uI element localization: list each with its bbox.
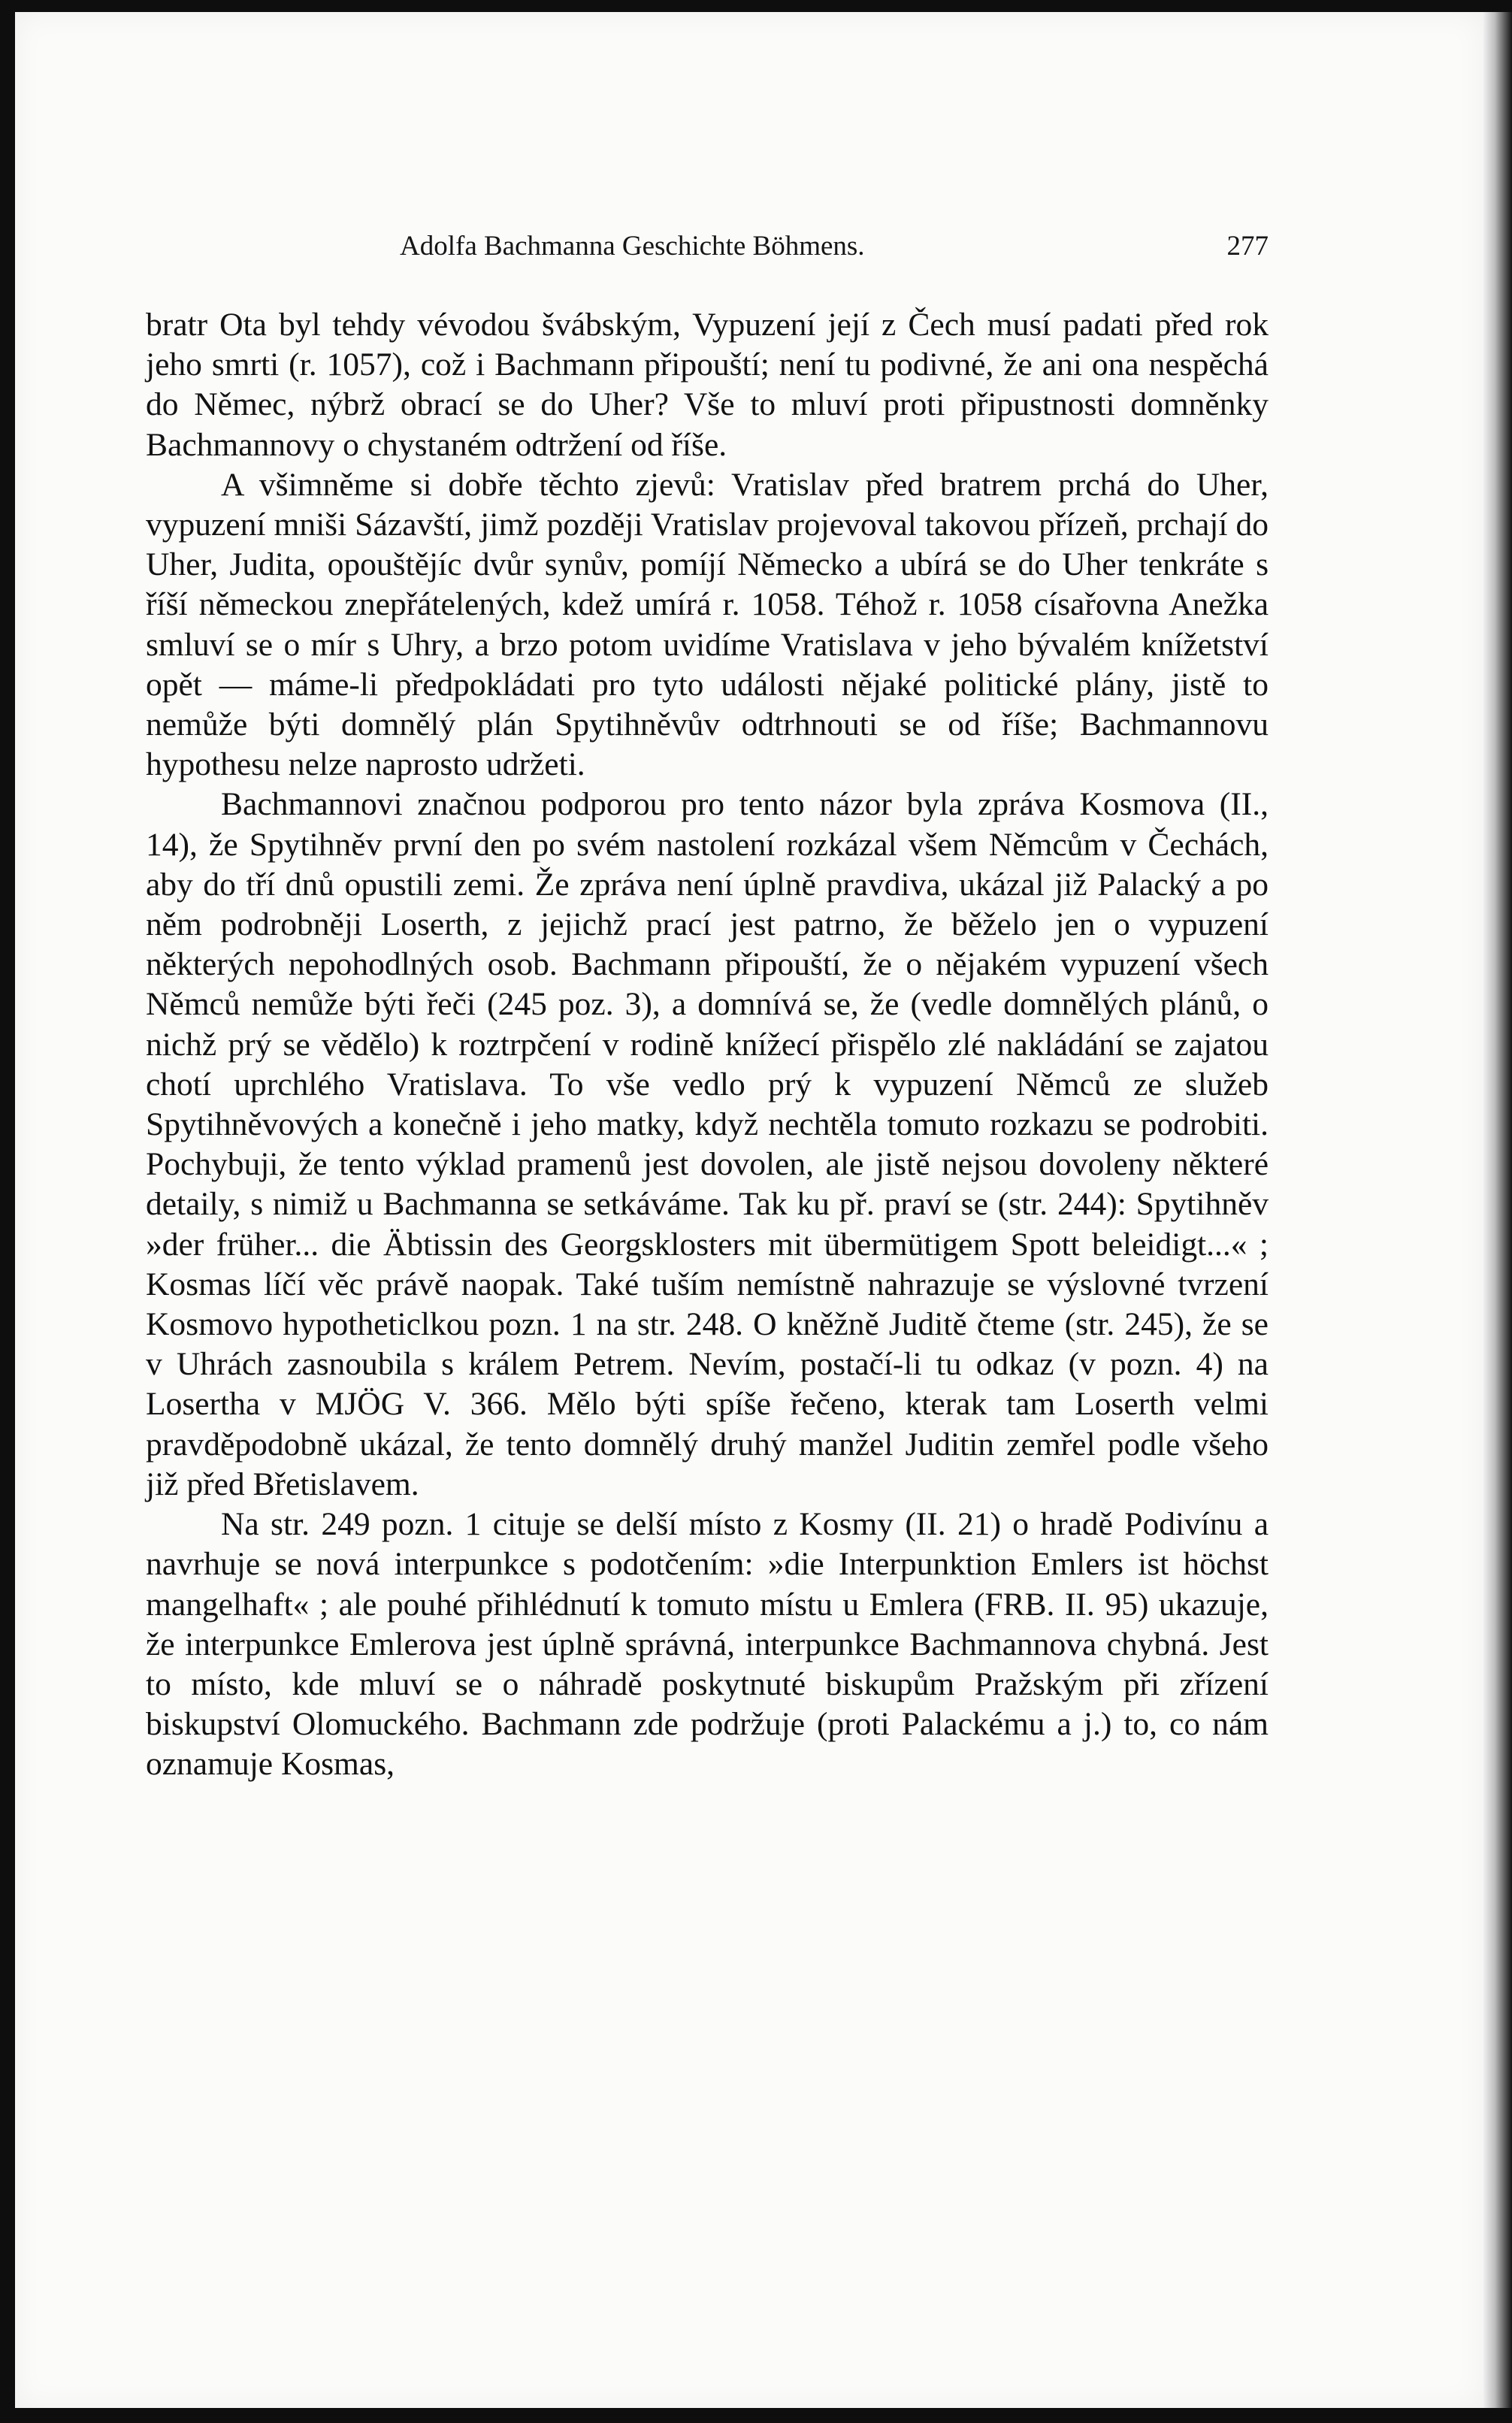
paragraph-1: bratr Ota byl tehdy vévodou švábským, Vypuzení její z Čech musí padati před rok jeho smrti (r. 1057), což i Bachmann připouští; není tu podivné, že ani ona nespěchá do Němec, nýbrž obrací se do Uher? Vše to mluví proti připustnosti domněnky Bachmannovy o chystaném odtržení od říše. [146, 307, 1269, 463]
paragraph-3: Bachmannovi značnou podporou pro tento názor byla zpráva Kosmova (II., 14), že Spytihněv první den po svém nastolení rozkázal všem Němcům v Čechách, aby do tří dnů opustili zemi. Že zpráva není úplně pravdiva, ukázal již Palacký a po něm podrobněji Loserth, z jejichž prací jest patrno, že běželo jen o vypuzení některých nepohodlných osob. Bachmann připouští, že o nějakém vypuzení všech Němců nemůže býti řeči (245 poz. 3), a domnívá se, že (vedle domnělých plánů, o nichž prý se vědělo) k roztrpčení v rodině knížecí přispělo zlé nakládání se zajatou chotí uprchlého Vratislava. To vše vedlo prý k vypuzení Němců ze služeb Spytihněvových a konečně i jeho matky, když nechtěla tomuto rozkazu se podrobiti. Pochybuji, že tento výklad pramenů jest dovolen, ale jistě nejsou dovoleny některé detaily, s nimiž u Bachmanna se setkáváme. Tak ku př. praví se (str. 244): Spytihněv »der früher... die Äbtissin des Georgsklosters mit übermütigem Spott beleidigt...« ; Kosmas líčí věc právě naopak. Také tuším nemístně nahrazuje se výslovné tvrzení Kosmovo hypotheticlkou pozn. 1 na str. 248. O kněžně Juditě čteme (str. 245), že se v Uhrách zasnoubila s králem Petrem. Nevím, postačí-li tu odkaz (v pozn. 4) na Losertha v MJÖG V. 366. Mělo býti spíše řečeno, kterak tam Loserth velmi pravděpodobně ukázal, že tento domnělý druhý manžel Juditin zemřel podle všeho již před Břetislavem. [146, 786, 1269, 1502]
page-number: 277 [1226, 231, 1269, 262]
paragraph-2: A všimněme si dobře těchto zjevů: Vratislav před bratrem prchá do Uher, vypuzení mniši Sázavští, jimž později Vratislav projevoval takovou přízeň, prchají do Uher, Judita, opouštějíc dvůr synův, pomíjí Německo a ubírá se do Uher tenkráte s říší německou znepřátelených, kdež umírá r. 1058. Téhož r. 1058 císařovna Anežka smluví se o mír s Uhry, a brzo potom uvidíme Vratislava v jeho bývalém knížetství opět — máme-li předpokládati pro tyto události nějaké politické plány, jistě to nemůže býti domnělý plán Spytihněvův odtrhnouti se od říše; Bachmannovu hypothesu nelze naprosto udržeti. [146, 466, 1269, 783]
paragraph-4: Na str. 249 pozn. 1 cituje se delší místo z Kosmy (II. 21) o hradě Podivínu a navrhuje se nová interpunkce s podotčením: »die Interpunktion Emlers ist höchst mangelhaft« ; ale pouhé přihlédnutí k tomuto místu u Emlera (FRB. II. 95) ukazuje, že interpunkce Emlerova jest úplně správná, interpunkce Bachmannova chybná. Jest to místo, kde mluví se o náhradě poskytnuté biskupům Pražským při zřízení biskupství Olomuckého. Bachmann zde podržuje (proti Palackému a j.) to, co nám oznamuje Kosmas, [146, 1506, 1269, 1783]
body-text [146, 305, 1269, 1785]
running-header [146, 230, 1269, 263]
running-title: Adolfa Bachmanna Geschichte Böhmens. [400, 231, 865, 262]
page-edge-shadow [1483, 12, 1512, 2408]
